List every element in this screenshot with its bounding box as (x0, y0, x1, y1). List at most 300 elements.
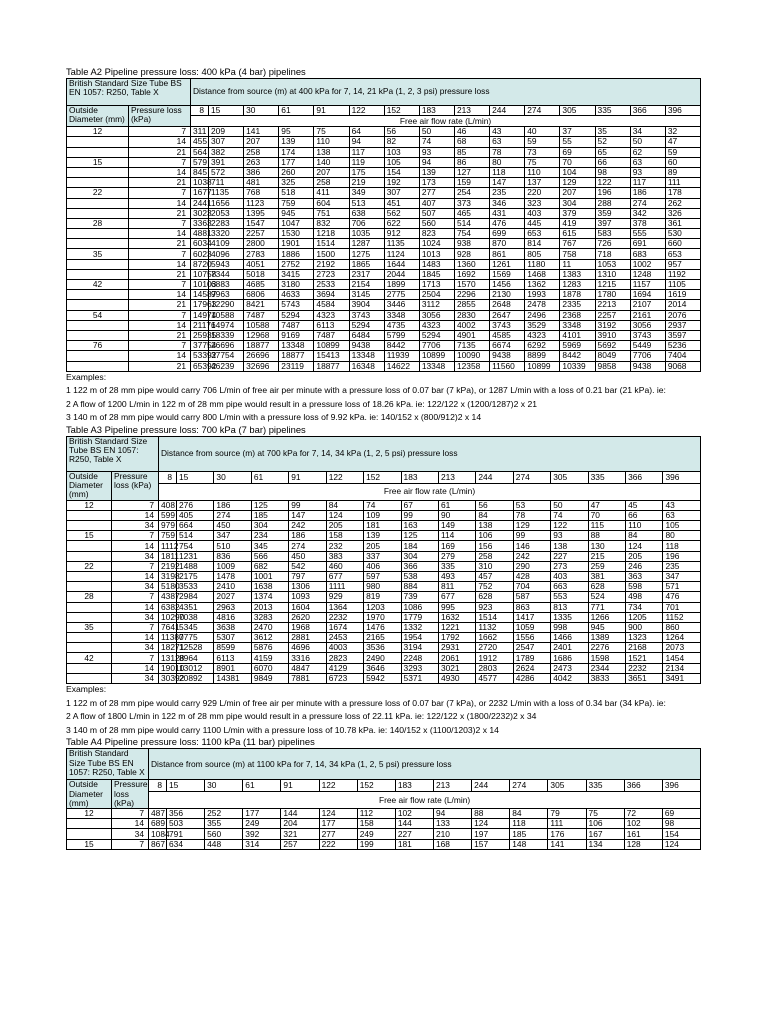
outside-diameter-cell: 12 (67, 127, 129, 137)
flow-value-cell: 1093 (289, 592, 326, 602)
distance-cell: 213 (454, 106, 489, 116)
flow-value-cell: 929 (326, 592, 363, 602)
distance-cell: 30 (205, 780, 243, 792)
flow-value-cell: 84 (476, 510, 513, 520)
distance-cell: 30 (214, 472, 251, 484)
flow-value-cell: 759 (159, 531, 177, 541)
flow-value-cell: 63 (663, 510, 701, 520)
flow-value-cell: 79 (548, 809, 586, 819)
distance-cell: 396 (662, 780, 700, 792)
flow-value-cell: 863 (513, 602, 550, 612)
pressure-loss-cell: 7 (112, 561, 159, 571)
flow-value-cell: 133 (433, 819, 471, 829)
flow-value-cell: 11560 (490, 361, 525, 371)
flow-value-cell: 18877 (244, 341, 279, 351)
flow-value-cell: 3192 (595, 320, 630, 330)
flow-value-cell: 67 (401, 500, 438, 510)
flow-value-cell: 122 (551, 521, 588, 531)
flow-value-cell: 3112 (419, 300, 454, 310)
flow-value-cell: 628 (476, 592, 513, 602)
flow-value-cell: 277 (419, 188, 454, 198)
flow-value-cell: 37754 (209, 351, 244, 361)
flow-value-cell: 5018 (244, 269, 279, 279)
flow-value-cell: 814 (525, 239, 560, 249)
flow-value-cell: 1514 (314, 239, 349, 249)
flow-value-cell: 2165 (364, 633, 401, 643)
flow-value-cell: 1374 (251, 592, 288, 602)
examples-block (66, 684, 700, 736)
outside-diameter-cell: 42 (67, 280, 129, 290)
flow-value-cell: 383 (326, 551, 363, 561)
flow-value-cell: 17963 (191, 300, 209, 310)
flow-value-cell: 6723 (326, 673, 363, 683)
flow-value-cell: 3694 (314, 290, 349, 300)
flow-value-cell: 691 (630, 239, 665, 249)
flow-value-cell: 65 (595, 147, 630, 157)
flow-value-cell: 2296 (454, 290, 489, 300)
flow-value-cell: 137 (525, 178, 560, 188)
flow-value-cell: 85 (454, 147, 489, 157)
flow-value-cell: 3316 (289, 653, 326, 663)
table-row (67, 300, 701, 310)
flow-value-cell: 86 (454, 157, 489, 167)
outside-diameter-cell: 12 (67, 500, 112, 510)
flow-value-cell: 129 (513, 521, 550, 531)
flow-value-cell: 664 (177, 521, 214, 531)
outside-diameter-cell: 76 (67, 341, 129, 351)
flow-value-cell: 18339 (209, 330, 244, 340)
flow-value-cell: 638 (349, 208, 384, 218)
table-row (67, 341, 701, 351)
flow-value-cell: 290 (513, 561, 550, 571)
distance-cell: 8 (149, 780, 167, 792)
flow-value-cell: 75 (314, 127, 349, 137)
flow-value-cell: 158 (357, 819, 395, 829)
flow-value-cell: 138 (314, 147, 349, 157)
flow-value-cell: 10090 (454, 351, 489, 361)
flow-value-cell: 754 (177, 541, 214, 551)
header-row (67, 437, 701, 472)
flow-value-cell: 3180 (279, 280, 314, 290)
flow-value-cell: 14381 (214, 673, 251, 683)
flow-value-cell: 867 (149, 839, 167, 849)
flow-value-cell: 176 (548, 829, 586, 839)
flow-value-cell: 154 (662, 829, 700, 839)
flow-value-cell: 5449 (630, 341, 665, 351)
table-row (67, 137, 701, 147)
distance-cell: 15 (167, 780, 205, 792)
flow-value-cell: 995 (438, 602, 475, 612)
flow-value-cell: 3320 (209, 229, 244, 239)
flow-value-cell: 860 (663, 622, 701, 632)
flow-value-cell: 5180 (159, 582, 177, 592)
flow-value-cell: 127 (454, 167, 489, 177)
flow-value-cell: 1283 (560, 280, 595, 290)
flow-value-cell: 10103 (191, 280, 209, 290)
flow-value-cell: 185 (510, 829, 548, 839)
example-line: 3 140 m of 28 mm pipe would carry 1100 L/min with a pressure loss of 10.78 kPa. ie: 140/152 x (1100/1203)2 x 14 (66, 724, 499, 735)
flow-value-cell: 1865 (349, 259, 384, 269)
distance-cell: 274 (525, 106, 560, 116)
pressure-loss-cell: 34 (112, 612, 159, 622)
flow-value-cell: 3743 (349, 310, 384, 320)
flow-value-cell: 129 (560, 178, 595, 188)
flow-value-cell: 361 (665, 218, 700, 228)
header-row (67, 749, 701, 780)
flow-value-cell: 274 (289, 541, 326, 551)
flow-value-cell: 1362 (525, 280, 560, 290)
outside-diameter-cell (67, 819, 112, 829)
header-row (67, 79, 701, 106)
flow-value-cell: 2076 (665, 310, 700, 320)
flow-value-cell: 2803 (476, 663, 513, 673)
flow-value-cell: 235 (663, 561, 701, 571)
flow-value-cell: 884 (401, 582, 438, 592)
flow-value-cell: 98 (595, 167, 630, 177)
flow-value-cell: 1013 (419, 249, 454, 259)
flow-value-cell: 147 (289, 510, 326, 520)
flow-value-cell: 90 (438, 510, 475, 520)
flow-value-cell: 1389 (588, 633, 625, 643)
flow-value-cell: 117 (349, 147, 384, 157)
flow-value-cell: 9438 (349, 341, 384, 351)
flow-value-cell: 88 (472, 809, 510, 819)
flow-value-cell: 3293 (401, 663, 438, 673)
pressure-loss-cell: 34 (112, 521, 159, 531)
flow-value-cell: 110 (626, 521, 663, 531)
flow-value-cell: 1364 (326, 602, 363, 612)
flow-value-cell: 10899 (419, 351, 454, 361)
flow-value-cell: 1001 (251, 571, 288, 581)
flow-value-cell: 5969 (560, 341, 595, 351)
flow-value-cell: 26696 (209, 341, 244, 351)
outside-diameter-cell (67, 167, 129, 177)
flow-value-cell: 2344 (588, 663, 625, 673)
pressure-loss-cell: 21 (129, 239, 191, 249)
flow-value-cell: 542 (289, 561, 326, 571)
flow-value-cell: 74 (419, 137, 454, 147)
table-row (67, 819, 701, 829)
flow-value-cell: 181 (395, 839, 433, 849)
flow-value-cell: 2931 (438, 643, 475, 653)
flow-value-cell: 1521 (626, 653, 663, 663)
table-row (67, 259, 701, 269)
pressure-loss-cell: 14 (129, 229, 191, 239)
flow-value-cell: 110 (314, 137, 349, 147)
flow-value-cell: 514 (454, 218, 489, 228)
flow-value-cell: 2800 (244, 239, 279, 249)
flow-value-cell: 124 (662, 839, 700, 849)
pressure-loss-cell: 14 (129, 137, 191, 147)
distance-cell: 366 (624, 780, 662, 792)
flow-value-cell: 373 (454, 198, 489, 208)
flow-value-cell: 186 (289, 531, 326, 541)
outside-diameter-cell (67, 178, 129, 188)
flow-value-cell: 148 (510, 839, 548, 849)
flow-value-cell: 457 (476, 571, 513, 581)
flow-value-cell: 514 (177, 531, 214, 541)
flow-value-cell: 3415 (279, 269, 314, 279)
flow-value-cell: 677 (326, 571, 363, 581)
flow-value-cell: 139 (419, 167, 454, 177)
distance-cell: 122 (326, 472, 363, 484)
flow-value-cell: 4101 (560, 330, 595, 340)
table-row (67, 361, 701, 371)
flow-value-cell: 378 (630, 218, 665, 228)
table-row (67, 571, 701, 581)
flow-value-cell: 122 (595, 178, 630, 188)
flow-value-cell: 139 (364, 531, 401, 541)
flow-value-cell: 70 (560, 157, 595, 167)
distance-cell: 122 (319, 780, 357, 792)
flow-value-cell: 622 (384, 218, 419, 228)
flow-value-cell: 791 (167, 829, 205, 839)
flow-value-cell: 660 (665, 239, 700, 249)
flow-value-cell: 19010 (159, 663, 177, 673)
flow-value-cell: 4816 (214, 612, 251, 622)
flow-value-cell: 3198 (159, 571, 177, 581)
table-row (67, 198, 701, 208)
outside-diameter-cell: 22 (67, 561, 112, 571)
example-line: 2 A flow of 1200 L/min in 122 m of 28 mm pipe would result in a pressure loss of 18.26 kPa. ie: 122/122 x (1200/1287)2 x 21 (66, 398, 538, 409)
pressure-loss-header: Pressure loss (kPa) (112, 472, 159, 501)
flow-value-cell: 346 (490, 198, 525, 208)
flow-value-cell: 403 (551, 571, 588, 581)
table-row (67, 218, 701, 228)
distance-cell: 15 (177, 472, 214, 484)
distance-cell: 366 (630, 106, 665, 116)
outside-diameter-cell (67, 633, 112, 643)
flow-value-cell: 149 (438, 521, 475, 531)
flow-value-cell: 2963 (214, 602, 251, 612)
flow-value-cell: 177 (243, 809, 281, 819)
pressure-loss-cell: 14 (129, 351, 191, 361)
pressure-loss-cell: 7 (112, 653, 159, 663)
flow-value-cell: 1901 (279, 239, 314, 249)
table-row (67, 612, 701, 622)
flow-value-cell: 5876 (251, 643, 288, 653)
flow-value-cell: 9068 (665, 361, 700, 371)
flow-value-cell: 274 (214, 510, 251, 520)
flow-value-cell: 460 (326, 561, 363, 571)
flow-value-cell: 174 (279, 147, 314, 157)
flow-value-cell: 173 (419, 178, 454, 188)
table-row (67, 561, 701, 571)
flow-value-cell: 3363 (191, 218, 209, 228)
flow-value-cell: 10290 (159, 612, 177, 622)
flow-value-cell: 16348 (349, 361, 384, 371)
flow-value-cell: 2044 (384, 269, 419, 279)
flow-value-cell: 10339 (560, 361, 595, 371)
pressure-loss-cell: 21 (129, 178, 191, 188)
distance-cell: 335 (595, 106, 630, 116)
flow-value-cell: 205 (364, 541, 401, 551)
flow-value-cell: 1002 (630, 259, 665, 269)
table-row (67, 208, 701, 218)
pressure-loss-cell: 7 (112, 839, 149, 849)
flow-value-cell: 141 (548, 839, 586, 849)
distance-cell: 183 (401, 472, 438, 484)
flow-value-cell: 2154 (349, 280, 384, 290)
flow-value-cell: 2855 (454, 300, 489, 310)
flow-value-cell: 80 (663, 531, 701, 541)
distance-cell: 8 (191, 106, 209, 116)
flow-value-cell: 124 (472, 819, 510, 829)
flow-value-cell: 560 (205, 829, 243, 839)
flow-value-cell: 349 (349, 188, 384, 198)
table-row (67, 249, 701, 259)
flow-value-cell: 476 (490, 218, 525, 228)
flow-value-cell: 262 (665, 198, 700, 208)
flow-value-cell: 314 (243, 839, 281, 849)
flow-value-cell: 115 (588, 521, 625, 531)
flow-value-cell: 408 (159, 500, 177, 510)
table-title: Table A3 Pipeline pressure loss: 700 kPa (7 bar) pipelines (66, 424, 306, 436)
flow-value-cell: 2192 (159, 561, 177, 571)
flow-value-cell: 8720 (191, 259, 209, 269)
flow-value-cell: 220 (525, 188, 560, 198)
flow-value-cell: 2335 (560, 300, 595, 310)
flow-value-cell: 718 (595, 249, 630, 259)
flow-value-cell: 5345 (177, 622, 214, 632)
flow-value-cell: 178 (665, 188, 700, 198)
flow-value-cell: 5294 (349, 320, 384, 330)
flow-value-cell: 3536 (364, 643, 401, 653)
flow-value-cell: 207 (314, 167, 349, 177)
flow-value-cell: 94 (419, 157, 454, 167)
flow-value-cell: 4051 (244, 259, 279, 269)
flow-value-cell: 1218 (314, 229, 349, 239)
flow-value-cell: 109 (364, 510, 401, 520)
flow-value-cell: 5307 (214, 633, 251, 643)
outside-diameter-cell (67, 320, 129, 330)
outside-diameter-cell (67, 602, 112, 612)
flow-value-cell: 14974 (209, 320, 244, 330)
flow-value-cell: 1454 (663, 653, 701, 663)
flow-value-cell: 366 (401, 561, 438, 571)
flow-value-cell: 20892 (177, 673, 214, 683)
flow-value-cell: 7487 (279, 320, 314, 330)
header-row (67, 106, 701, 116)
table-row (67, 582, 701, 592)
flow-value-cell: 2823 (326, 653, 363, 663)
flow-value-cell: 4584 (314, 300, 349, 310)
flow-value-cell: 1644 (384, 259, 419, 269)
flow-value-cell: 2368 (560, 310, 595, 320)
flow-value-cell: 118 (510, 819, 548, 829)
pressure-loss-cell: 34 (112, 673, 159, 683)
flow-value-cell: 30392 (159, 673, 177, 683)
flow-value-cell: 6484 (349, 330, 384, 340)
pressure-loss-cell: 21 (129, 269, 191, 279)
flow-value-cell: 43 (663, 500, 701, 510)
flow-value-cell: 1478 (214, 571, 251, 581)
flow-value-cell: 957 (665, 259, 700, 269)
flow-value-cell: 2496 (525, 310, 560, 320)
flow-value-cell: 4159 (251, 653, 288, 663)
flow-value-cell: 310 (476, 561, 513, 571)
table-row (67, 269, 701, 279)
flow-value-cell: 2161 (630, 310, 665, 320)
flow-value-cell: 1135 (384, 239, 419, 249)
flow-value-cell: 323 (525, 198, 560, 208)
flow-rate-header: Free air flow rate (L/min) (149, 791, 701, 808)
flow-value-cell: 7775 (177, 633, 214, 643)
flow-value-cell: 677 (438, 592, 475, 602)
flow-value-cell: 219 (349, 178, 384, 188)
flow-value-cell: 2175 (177, 571, 214, 581)
table-row (67, 290, 701, 300)
flow-value-cell: 572 (209, 167, 244, 177)
flow-value-cell: 259 (588, 561, 625, 571)
flow-value-cell: 465 (454, 208, 489, 218)
flow-value-cell: 5236 (665, 341, 700, 351)
distance-header: Distance from source (m) at 400 kPa for 7, 14, 21 kPa (1, 2, 3 psi) pressure loss (191, 79, 701, 106)
flow-value-cell: 288 (595, 198, 630, 208)
pressure-loss-cell: 14 (112, 602, 159, 612)
flow-value-cell: 118 (663, 541, 701, 551)
flow-value-cell: 3023 (191, 208, 209, 218)
flow-value-cell: 653 (525, 229, 560, 239)
flow-value-cell: 2107 (630, 300, 665, 310)
flow-value-cell: 3348 (560, 320, 595, 330)
flow-value-cell: 13348 (349, 351, 384, 361)
table-row (67, 280, 701, 290)
flow-value-cell: 768 (244, 188, 279, 198)
flow-value-cell: 845 (191, 167, 209, 177)
flow-value-cell: 141 (244, 127, 279, 137)
flow-value-cell: 227 (551, 551, 588, 561)
flow-value-cell: 234 (251, 531, 288, 541)
flow-value-cell: 207 (244, 137, 279, 147)
flow-value-cell: 945 (279, 208, 314, 218)
flow-value-cell: 1035 (349, 229, 384, 239)
outside-diameter-cell (67, 351, 129, 361)
outside-diameter-cell (67, 137, 129, 147)
outside-diameter-header: Outside Diameter (mm) (67, 106, 129, 127)
flow-value-cell: 7487 (244, 310, 279, 320)
pressure-loss-cell: 7 (129, 341, 191, 351)
flow-value-cell: 634 (167, 839, 205, 849)
header-row (67, 780, 701, 792)
flow-value-cell: 3646 (364, 663, 401, 673)
flow-value-cell: 1112 (159, 541, 177, 551)
flow-value-cell: 13348 (419, 361, 454, 371)
flow-value-cell: 4633 (279, 290, 314, 300)
flow-value-cell: 7487 (314, 330, 349, 340)
flow-value-cell: 6034 (191, 239, 209, 249)
flow-value-cell: 4930 (438, 673, 475, 683)
flow-value-cell: 2490 (364, 653, 401, 663)
flow-value-cell: 52 (595, 137, 630, 147)
outside-diameter-cell (67, 147, 129, 157)
flow-value-cell: 2053 (209, 208, 244, 218)
flow-value-cell: 3056 (419, 310, 454, 320)
document-page (66, 66, 700, 850)
flow-value-cell: 311 (191, 127, 209, 137)
flow-value-cell: 7404 (665, 351, 700, 361)
flow-value-cell: 222 (319, 839, 357, 849)
flow-value-cell: 1417 (513, 612, 550, 622)
flow-value-cell: 78 (513, 510, 550, 520)
flow-value-cell: 2547 (513, 643, 550, 653)
flow-value-cell: 82 (384, 137, 419, 147)
flow-value-cell: 689 (149, 819, 167, 829)
flow-value-cell: 1395 (244, 208, 279, 218)
flow-value-cell: 8964 (177, 653, 214, 663)
flow-value-cell: 337 (364, 551, 401, 561)
flow-value-cell: 25935 (191, 330, 209, 340)
